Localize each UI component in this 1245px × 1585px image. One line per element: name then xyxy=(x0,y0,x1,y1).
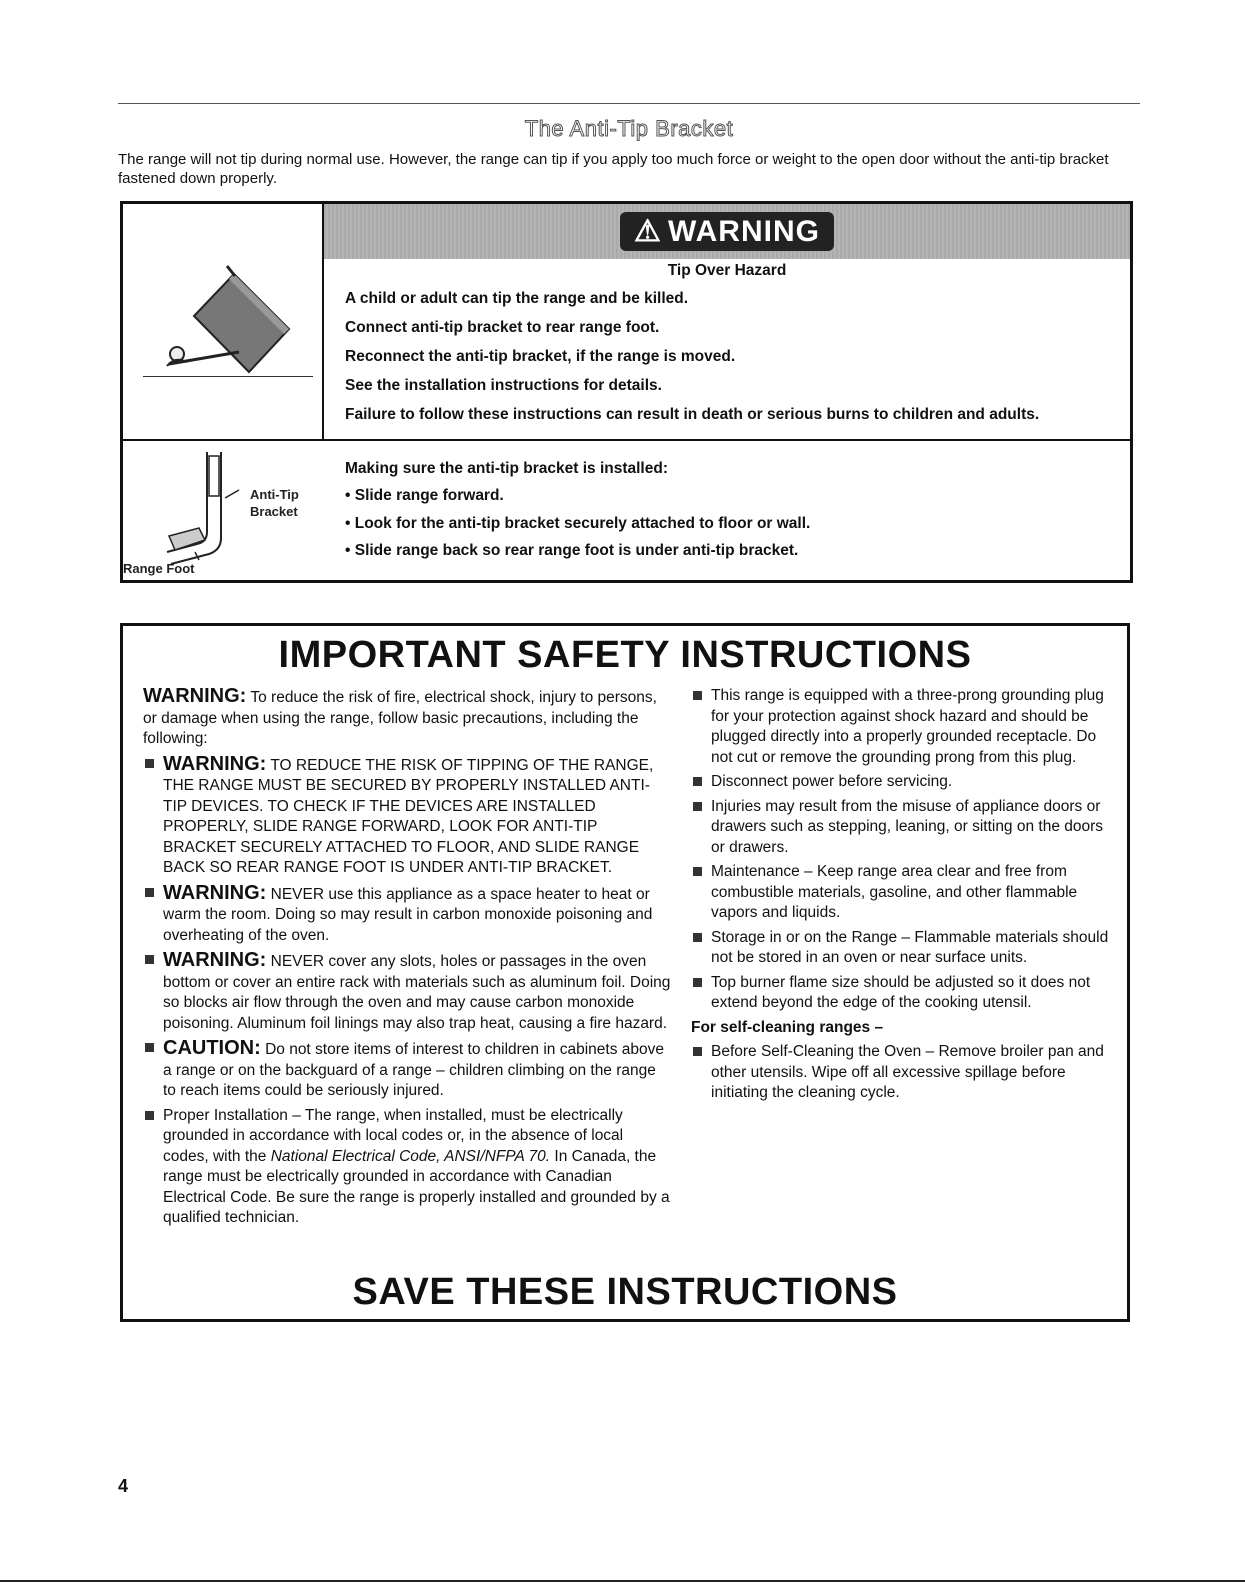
list-item: Before Self-Cleaning the Oven – Remove broiler pan and other utensils. Wipe off all excessive spillage before initiating the cleaning cycle. xyxy=(691,1042,1121,1104)
section-title: The Anti-Tip Bracket xyxy=(524,116,734,141)
list-item: Top burner flame size should be adjusted so it does not extend beyond the edge of the cooking utensil. xyxy=(691,973,1121,1014)
top-rule xyxy=(118,103,1140,104)
bottom-rule xyxy=(0,1580,1245,1582)
warning-banner xyxy=(324,204,1130,259)
warning-box xyxy=(120,201,1133,583)
intro-warning: WARNING: To reduce the risk of fire, electrical shock, injury to persons, or damage when using the range, follow basic precautions, including the following: xyxy=(143,685,657,747)
divider xyxy=(123,439,1130,441)
warning-line: See the installation instructions for details. xyxy=(345,377,662,394)
list-item: CAUTION: Do not store items of interest to children in cabinets above a range or on the backguard of a range – children climbing on the range to reach items could be seriously injured. xyxy=(143,1038,671,1102)
anti-tip-label: Anti-Tip xyxy=(250,487,299,502)
tipping-range-illustration xyxy=(139,254,309,384)
check-item: • Look for the anti-tip bracket securely attached to floor or wall. xyxy=(345,515,811,532)
bracket-label: Bracket xyxy=(250,504,298,519)
range-foot-label: Range Foot xyxy=(123,561,195,576)
list-item: Disconnect power before servicing. xyxy=(691,772,1121,793)
warning-label: ⚠ WARNING xyxy=(620,212,834,251)
list-item: Maintenance – Keep range area clear and free from combustible materials, gasoline, and other flammable vapors and liquids. xyxy=(691,862,1121,924)
check-title: Making sure the anti-tip bracket is installed: xyxy=(345,460,668,477)
warning-triangle-icon: ⚠ xyxy=(634,215,662,248)
check-item: • Slide range back so rear range foot is under anti-tip bracket. xyxy=(345,542,799,559)
list-item: Proper Installation – The range, when installed, must be electrically grounded in accordance with local codes or, in the absence of local codes, with the National Electrical Code, ANSI/NFPA 70. In Canada, the range must be electrically grounded in accordance with Canadian Electrical Code. Be sure the range is properly installed and grounded by a qualified technician. xyxy=(143,1106,671,1229)
self-clean-heading: For self-cleaning ranges – xyxy=(691,1018,884,1036)
warning-line: Failure to follow these instructions can result in death or serious burns to children and adults. xyxy=(345,406,1040,423)
safety-heading: IMPORTANT SAFETY INSTRUCTIONS xyxy=(278,634,972,676)
list-item: This range is equipped with a three-prong grounding plug for your protection against shock hazard and should be plugged directly into a properly grounded receptacle. Do not cut or remove the grounding prong from this plug. xyxy=(691,686,1121,768)
check-item: • Slide range forward. xyxy=(345,487,504,504)
list-item: Injuries may result from the misuse of appliance doors or drawers such as stepping, leaning, or sitting on the doors or drawers. xyxy=(691,797,1121,859)
page-number: 4 xyxy=(118,1476,129,1496)
list-item: WARNING: NEVER use this appliance as a space heater to heat or warm the room. Doing so may result in carbon monoxide poisoning and overheating of the oven. xyxy=(143,883,671,947)
list-item: Storage in or on the Range – Flammable materials should not be stored in an oven or near surface units. xyxy=(691,928,1121,969)
list-item: WARNING: TO REDUCE THE RISK OF TIPPING OF THE RANGE, THE RANGE MUST BE SECURED BY PROPERLY INSTALLED ANTI-TIP DEVICES. TO CHECK IF THE DEVICES ARE INSTALLED PROPERLY, SLIDE RANGE FORWARD, LOOK FOR ANTI-TIP BRACKET SECURELY ATTACHED TO FLOOR, AND SLIDE RANGE BACK SO REAR RANGE FOOT IS UNDER ANTI-TIP BRACKET. xyxy=(143,754,671,879)
hazard-title: Tip Over Hazard xyxy=(667,262,787,279)
right-column xyxy=(691,686,1121,1108)
save-instructions-footer: SAVE THESE INSTRUCTIONS xyxy=(352,1271,898,1313)
warning-line: Reconnect the anti-tip bracket, if the range is moved. xyxy=(345,348,736,365)
left-column xyxy=(143,686,671,1233)
list-item: WARNING: NEVER cover any slots, holes or passages in the oven bottom or cover an entire rack with materials such as aluminum foil. Doing so blocks air flow through the oven and may cause carbon monoxide poisoning. Aluminum foil linings may also trap heat, causing a fire hazard. xyxy=(143,950,671,1034)
safety-instructions-box xyxy=(120,623,1130,1322)
illustration-rule xyxy=(143,376,313,377)
warning-line: Connect anti-tip bracket to rear range foot. xyxy=(345,319,660,336)
warning-line: A child or adult can tip the range and be killed. xyxy=(345,290,689,307)
intro-paragraph: The range will not tip during normal use. However, the range can tip if you apply too much force or weight to the open door without the anti-tip bracket fastened down properly. xyxy=(118,151,1109,187)
